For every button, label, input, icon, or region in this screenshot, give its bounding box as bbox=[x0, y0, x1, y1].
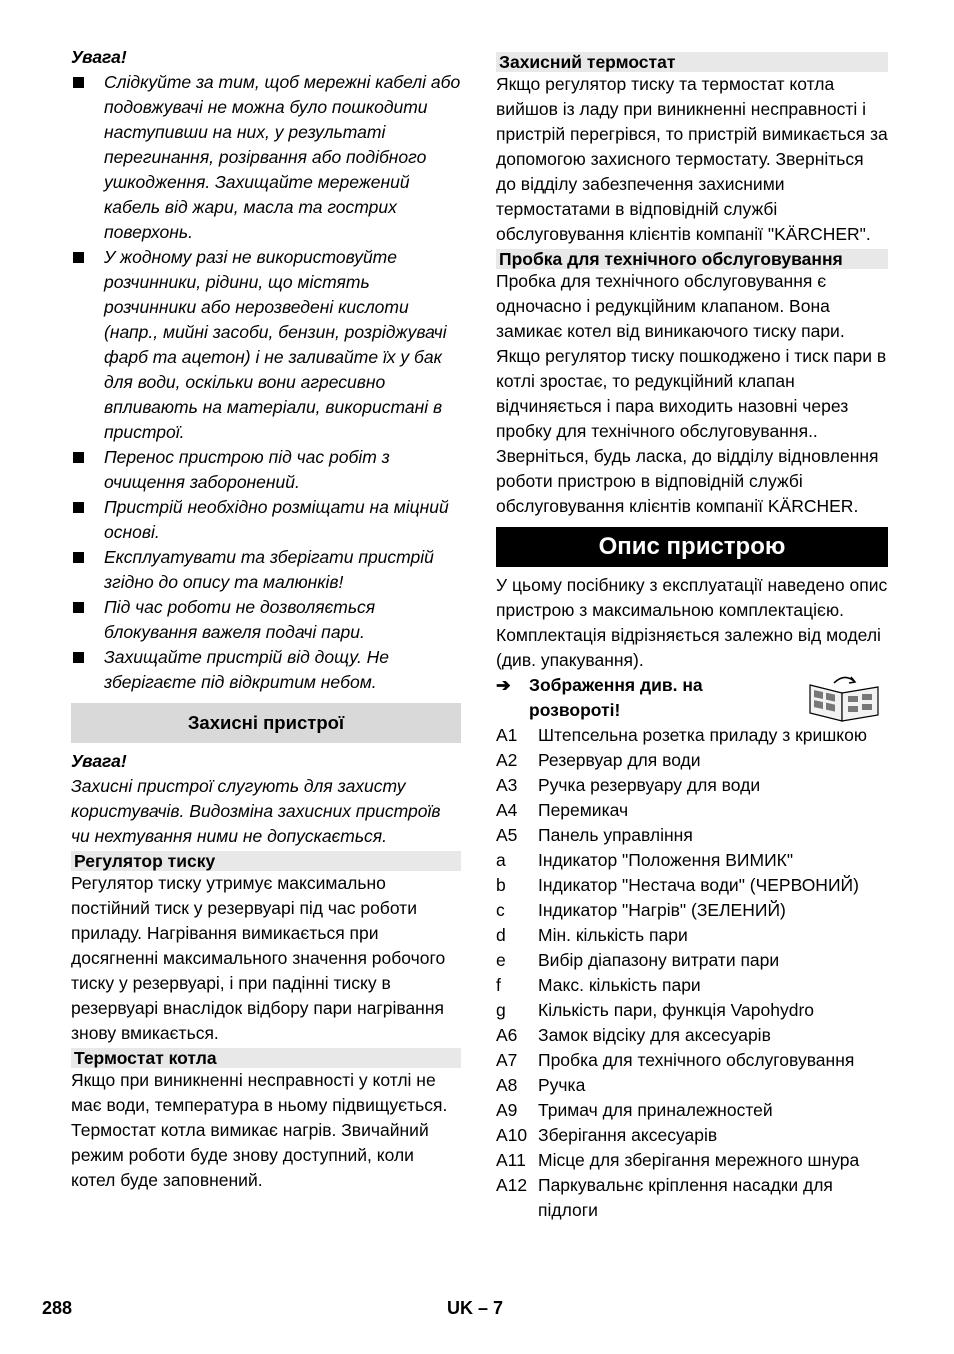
item-label: Індикатор "Нагрів" (ЗЕЛЕНИЙ) bbox=[538, 900, 786, 920]
list-item bbox=[496, 723, 888, 748]
item-key: b bbox=[496, 875, 506, 895]
list-item bbox=[496, 848, 888, 873]
item-label: Панель управління bbox=[538, 825, 693, 845]
item-label: Макс. кількість пари bbox=[538, 975, 701, 995]
bullet-square-icon bbox=[73, 502, 84, 513]
item-key: g bbox=[496, 1000, 506, 1020]
safety-thermostat-text: Якщо регулятор тиску та термостат котла вийшов із ладу при виникненні несправності і пристрій перегрівся, то пристрій вимикається за допомогою захисного термостату. Зверніться до відділу забезпечення захисними термостатами в відповідній службі обслуговування клієнтів компанії "KÄRCHER". bbox=[496, 74, 888, 244]
list-item bbox=[496, 948, 888, 973]
maintenance-plug-text: Пробка для технічного обслуговування є одночасно і редукційним клапаном. Вона замикає котел від виникаючого тиску пари. Якщо регулятор тиску пошкоджено і тиск пари в котлі зростає, то редукційний клапан відчиняється і пара виходить назовні через пробку для технічного обслуговування.. Зверніться, будь ласка, до відділу відновлення роботи пристрою в відповідній службі обслуговування клієнтів компанії KÄRCHER. bbox=[496, 271, 887, 516]
item-label: Резервуар для води bbox=[538, 750, 701, 770]
list-item: Слідкуйте за тим, щоб мережні кабелі або подовжувачі не можна було пошкодити наступивши на них, у результаті перегинання, розірвання або подібного ушкодження. Захищайте мережений кабель від жари, масла та гострих поверхонь. bbox=[71, 70, 461, 245]
item-label: Індикатор "Нестача води" (ЧЕРВОНИЙ) bbox=[538, 875, 859, 895]
item-label: Замок відсіку для аксесуарів bbox=[538, 1025, 771, 1045]
item-label: Штепсельна розетка приладу з кришкою bbox=[538, 725, 868, 745]
list-item: У жодному разі не використовуйте розчинники, рідини, що містять розчинники або нерозведені кислоти (напр., мийні засоби, бензин, розріджувачі фарб та ацетон) і не заливайте їх у бак для води, оскільки вони агресивно впливають на матеріали, використані в пристрої. bbox=[71, 245, 461, 445]
item-label: Пробка для технічного обслуговування bbox=[538, 1050, 855, 1070]
bullet-square-icon bbox=[73, 652, 84, 663]
list-item bbox=[496, 1073, 888, 1098]
see-figure-note: ➔ Зображення див. на розвороті! bbox=[496, 673, 888, 723]
device-intro-text: У цьому посібнику з експлуатації наведено опис пристрою з максимальною комплектацією. Комплектація відрізняється залежно від моделі (див. упакування). bbox=[496, 575, 888, 670]
list-item bbox=[496, 998, 888, 1023]
item-label: Місце для зберігання мережного шнура bbox=[538, 1150, 860, 1170]
item-label: Перемикач bbox=[538, 800, 629, 820]
item-label: Тримач для приналежностей bbox=[538, 1100, 773, 1120]
bullet-square-icon bbox=[73, 77, 84, 88]
left-column bbox=[71, 45, 461, 1193]
list-item bbox=[496, 798, 888, 823]
section-heading-device-description: Опис пристрою bbox=[496, 527, 888, 567]
subheading-pressure-regulator: Регулятор тиску bbox=[71, 851, 461, 871]
item-key: A4 bbox=[496, 800, 518, 820]
page-number: 288 bbox=[42, 1298, 73, 1318]
warning-label: Увага! bbox=[71, 751, 127, 771]
list-item: Захищайте пристрій від дощу. Не зберігаєте під відкритим небом. bbox=[71, 645, 461, 695]
item-label: Кількість пари, функція Vapohydro bbox=[538, 1000, 815, 1020]
warning-text: Захисні пристрої слугують для захисту користувачів. Видозміна захисних пристроїв чи нехтування ними не допускається. bbox=[71, 776, 441, 846]
boiler-thermostat-text: Якщо при виникненні несправності у котлі не має води, температура в ньому підвищується. Термостат котла вимикає нагрів. Звичайний режим роботи буде знову доступний, коли котел буде заповнений. bbox=[71, 1070, 448, 1190]
item-key: d bbox=[496, 925, 506, 945]
item-key: A9 bbox=[496, 1100, 518, 1120]
list-item: Пристрій необхідно розміщати на міцний основі. bbox=[71, 495, 461, 545]
item-key: c bbox=[496, 900, 505, 920]
item-key: A1 bbox=[496, 725, 518, 745]
item-key: A10 bbox=[496, 1125, 528, 1145]
list-item bbox=[496, 1048, 888, 1073]
list-item bbox=[496, 973, 888, 998]
right-column bbox=[496, 45, 888, 1223]
item-key: A2 bbox=[496, 750, 518, 770]
open-book-icon bbox=[804, 673, 884, 723]
subheading-safety-thermostat: Захисний термостат bbox=[496, 52, 888, 72]
warning-label: Увага! bbox=[71, 47, 127, 67]
item-label: Паркувальнє кріплення насадки для підлоги bbox=[538, 1175, 833, 1220]
item-key: A3 bbox=[496, 775, 518, 795]
item-key: f bbox=[496, 975, 501, 995]
list-item bbox=[496, 773, 888, 798]
component-list bbox=[496, 723, 888, 1223]
list-item bbox=[496, 1123, 888, 1148]
list-item bbox=[496, 1148, 888, 1173]
list-item bbox=[496, 748, 888, 773]
item-label: Зберігання аксесуарів bbox=[538, 1125, 718, 1145]
list-item bbox=[496, 1098, 888, 1123]
item-label: Мін. кількість пари bbox=[538, 925, 688, 945]
list-item bbox=[496, 898, 888, 923]
arrow-right-icon: ➔ bbox=[496, 675, 511, 695]
list-item bbox=[496, 1023, 888, 1048]
item-key: e bbox=[496, 950, 506, 970]
item-label: Вибір діапазону витрати пари bbox=[538, 950, 780, 970]
bullet-square-icon bbox=[73, 602, 84, 613]
item-key: A8 bbox=[496, 1075, 518, 1095]
bullet-square-icon bbox=[73, 252, 84, 263]
list-item bbox=[496, 1173, 888, 1223]
pressure-regulator-text: Регулятор тиску утримує максимально постійний тиск у резервуарі під час роботи приладу. Нагрівання вимикається при досягненні максимального значення робочого тиску у резервуарі, і при падінні тиску в резервуарі внаслідок відбору пари нагрівання знову вмикається. bbox=[71, 873, 446, 1043]
subheading-boiler-thermostat: Термостат котла bbox=[71, 1048, 461, 1068]
list-item bbox=[496, 923, 888, 948]
bullet-square-icon bbox=[73, 452, 84, 463]
item-key: A7 bbox=[496, 1050, 518, 1070]
item-key: A6 bbox=[496, 1025, 518, 1045]
bullet-square-icon bbox=[73, 552, 84, 563]
item-label: Індикатор "Положення ВИМИК" bbox=[538, 850, 794, 870]
list-item bbox=[496, 873, 888, 898]
list-item bbox=[496, 823, 888, 848]
list-item: Перенос пристрою під час робіт з очищення заборонений. bbox=[71, 445, 461, 495]
item-key: A5 bbox=[496, 825, 518, 845]
item-key: a bbox=[496, 850, 506, 870]
list-item: Експлуатувати та зберігати пристрій згідно до опису та малюнків! bbox=[71, 545, 461, 595]
section-code: UK – 7 bbox=[447, 1298, 504, 1318]
item-label: Ручка резервуару для води bbox=[538, 775, 761, 795]
list-item: Під час роботи не дозволяється блокування важеля подачі пари. bbox=[71, 595, 461, 645]
section-heading-safety-devices: Захисні пристрої bbox=[71, 703, 461, 743]
item-label: Ручка bbox=[538, 1075, 586, 1095]
item-key: A11 bbox=[496, 1150, 526, 1170]
item-key: A12 bbox=[496, 1175, 528, 1195]
subheading-maintenance-plug: Пробка для технічного обслуговування bbox=[496, 249, 888, 269]
